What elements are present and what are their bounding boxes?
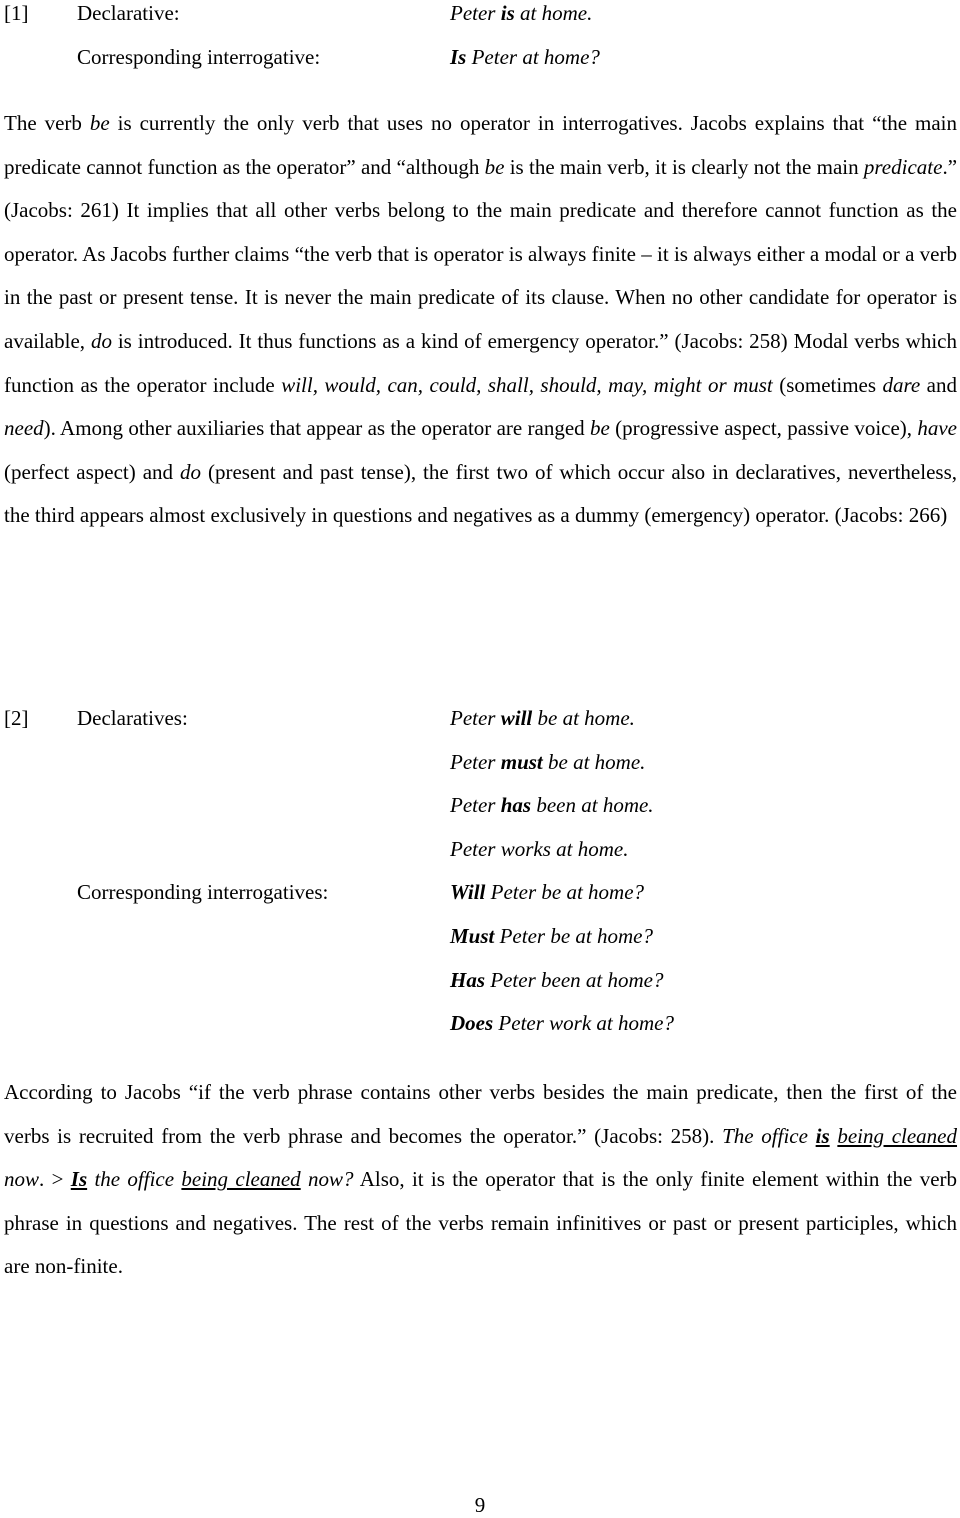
italic-term: do bbox=[90, 328, 112, 353]
body-paragraph-1 bbox=[4, 102, 957, 538]
italic-term: be bbox=[484, 154, 505, 179]
example-number: [2] bbox=[4, 706, 29, 730]
text-run: is the main verb, it is clearly not the main bbox=[504, 154, 864, 179]
example-2-row bbox=[4, 792, 957, 836]
sentence-part: Peter been at home? bbox=[485, 967, 664, 992]
text-run: (sometimes bbox=[772, 372, 883, 397]
italic-term: be bbox=[89, 111, 110, 135]
text-run: Also, it is the operator that is the only finite element within the verb phrase in questions and negatives. The rest of the verbs remain infinitives or past or present participles, which are non-finite. bbox=[4, 1167, 958, 1279]
operator-word: Has bbox=[450, 967, 486, 992]
example-2 bbox=[4, 705, 957, 1054]
operator-word: Does bbox=[450, 1011, 494, 1036]
operator-word: is bbox=[500, 1, 515, 25]
example-2-row bbox=[4, 836, 957, 880]
underlined-phrase: being cleaned bbox=[837, 1123, 958, 1148]
operator-word: Will bbox=[450, 880, 486, 905]
operator-word: Is bbox=[450, 44, 467, 69]
italic-term: will, would, can, could, shall, should, may, might or must bbox=[281, 372, 773, 397]
sentence-part: Peter work at home? bbox=[493, 1011, 674, 1036]
declaratives-label: Declaratives: bbox=[77, 706, 188, 730]
sentence-part: Peter bbox=[450, 793, 501, 818]
body-paragraph-2 bbox=[4, 1071, 957, 1289]
interrogative-sentence bbox=[450, 1010, 957, 1036]
interrogative-sentence bbox=[450, 967, 957, 993]
sentence-part: Peter be at home? bbox=[494, 923, 653, 948]
example-2-row bbox=[4, 879, 957, 923]
declarative-sentence bbox=[450, 0, 957, 26]
interrogative-sentence bbox=[450, 879, 957, 905]
example-1-row-declarative bbox=[4, 0, 957, 44]
example-text: now bbox=[4, 1167, 40, 1192]
text-run: ). Among other auxiliaries that appear as the operator are ranged bbox=[43, 416, 590, 441]
sentence-part: been at home. bbox=[531, 793, 654, 818]
example-2-row bbox=[4, 967, 957, 1011]
sentence-part: Peter bbox=[450, 749, 501, 774]
declarative-sentence bbox=[450, 705, 957, 731]
operator-word: has bbox=[500, 793, 532, 818]
sentence-part: at home. bbox=[514, 1, 593, 25]
arrow-text: . > bbox=[39, 1167, 71, 1192]
example-text: The office bbox=[722, 1123, 816, 1148]
sentence-part: be at home. bbox=[532, 706, 635, 730]
text-run: (present and past tense), the first two of which occur also in declaratives, nevertheless, the third appears almost exclusively in questions and negatives as a dummy (emergency) operator. (Jacobs: 266) bbox=[4, 459, 957, 528]
text-run: and bbox=[920, 372, 957, 397]
sentence-part: Peter at home? bbox=[466, 44, 600, 69]
example-1 bbox=[4, 0, 957, 87]
interrogative-sentence bbox=[450, 44, 957, 70]
page-number: 9 bbox=[474, 1493, 486, 1517]
declarative-sentence bbox=[450, 792, 957, 818]
operator-word: is bbox=[815, 1123, 830, 1148]
example-2-row bbox=[4, 749, 957, 793]
italic-term: be bbox=[589, 416, 610, 441]
example-2-row bbox=[4, 923, 957, 967]
interrogative-label: Corresponding interrogative: bbox=[77, 44, 321, 69]
operator-word: will bbox=[500, 706, 533, 730]
text-run: (progressive aspect, passive voice), bbox=[609, 416, 918, 441]
sentence-part: Peter be at home? bbox=[485, 880, 645, 905]
operator-word: Is bbox=[70, 1167, 88, 1192]
example-2-row bbox=[4, 705, 957, 749]
declarative-sentence bbox=[450, 749, 957, 775]
italic-term: predicate bbox=[863, 154, 943, 179]
interrogative-sentence bbox=[450, 923, 957, 949]
example-2-row bbox=[4, 1010, 957, 1054]
operator-word: Must bbox=[450, 923, 495, 948]
interrogatives-label: Corresponding interrogatives: bbox=[77, 880, 329, 905]
italic-term: dare bbox=[882, 372, 921, 397]
italic-term: do bbox=[180, 459, 201, 484]
sentence-part: Peter bbox=[450, 706, 501, 730]
underlined-phrase: being cleaned bbox=[181, 1167, 301, 1192]
sentence-part: be at home. bbox=[542, 749, 646, 774]
example-1-row-interrogative bbox=[4, 44, 957, 88]
text-run: (perfect aspect) and bbox=[4, 459, 180, 484]
example-text: now? bbox=[300, 1167, 354, 1192]
italic-term: have bbox=[917, 416, 958, 441]
text-run: is currently the only verb that uses no operator in interrogatives. Jacobs explains that “the main predicate cannot function as the operator” and “although bbox=[4, 111, 957, 179]
operator-word: must bbox=[500, 749, 543, 774]
text-run: According to Jacobs “if the verb phrase contains other verbs besides the main predicate, then the first of the verbs is recruited from the verb phrase and becomes the operator.” (Jacobs: 258). bbox=[4, 1080, 957, 1148]
sentence-part: Peter bbox=[450, 1, 501, 25]
text-run: The verb bbox=[4, 111, 90, 135]
declarative-label: Declarative: bbox=[77, 1, 180, 25]
text-run: is introduced. It thus functions as a kind of emergency operator.” (Jacobs: 258) Modal verbs which function as the operator include bbox=[4, 328, 957, 397]
text-run: .” (Jacobs: 261) It implies that all other verbs belong to the main predicate and therefore cannot function as the operator. As Jacobs further claims “the verb that is operator is always finite – it is always either a modal or a verb in the past or present tense. It is never the main predicate of its clause. When no other candidate for operator is available, bbox=[4, 154, 958, 353]
example-number: [1] bbox=[4, 1, 29, 25]
italic-term: need bbox=[4, 416, 44, 441]
example-text: the office bbox=[87, 1167, 182, 1192]
sentence-part: Peter works at home. bbox=[450, 836, 629, 861]
declarative-sentence bbox=[450, 836, 957, 862]
